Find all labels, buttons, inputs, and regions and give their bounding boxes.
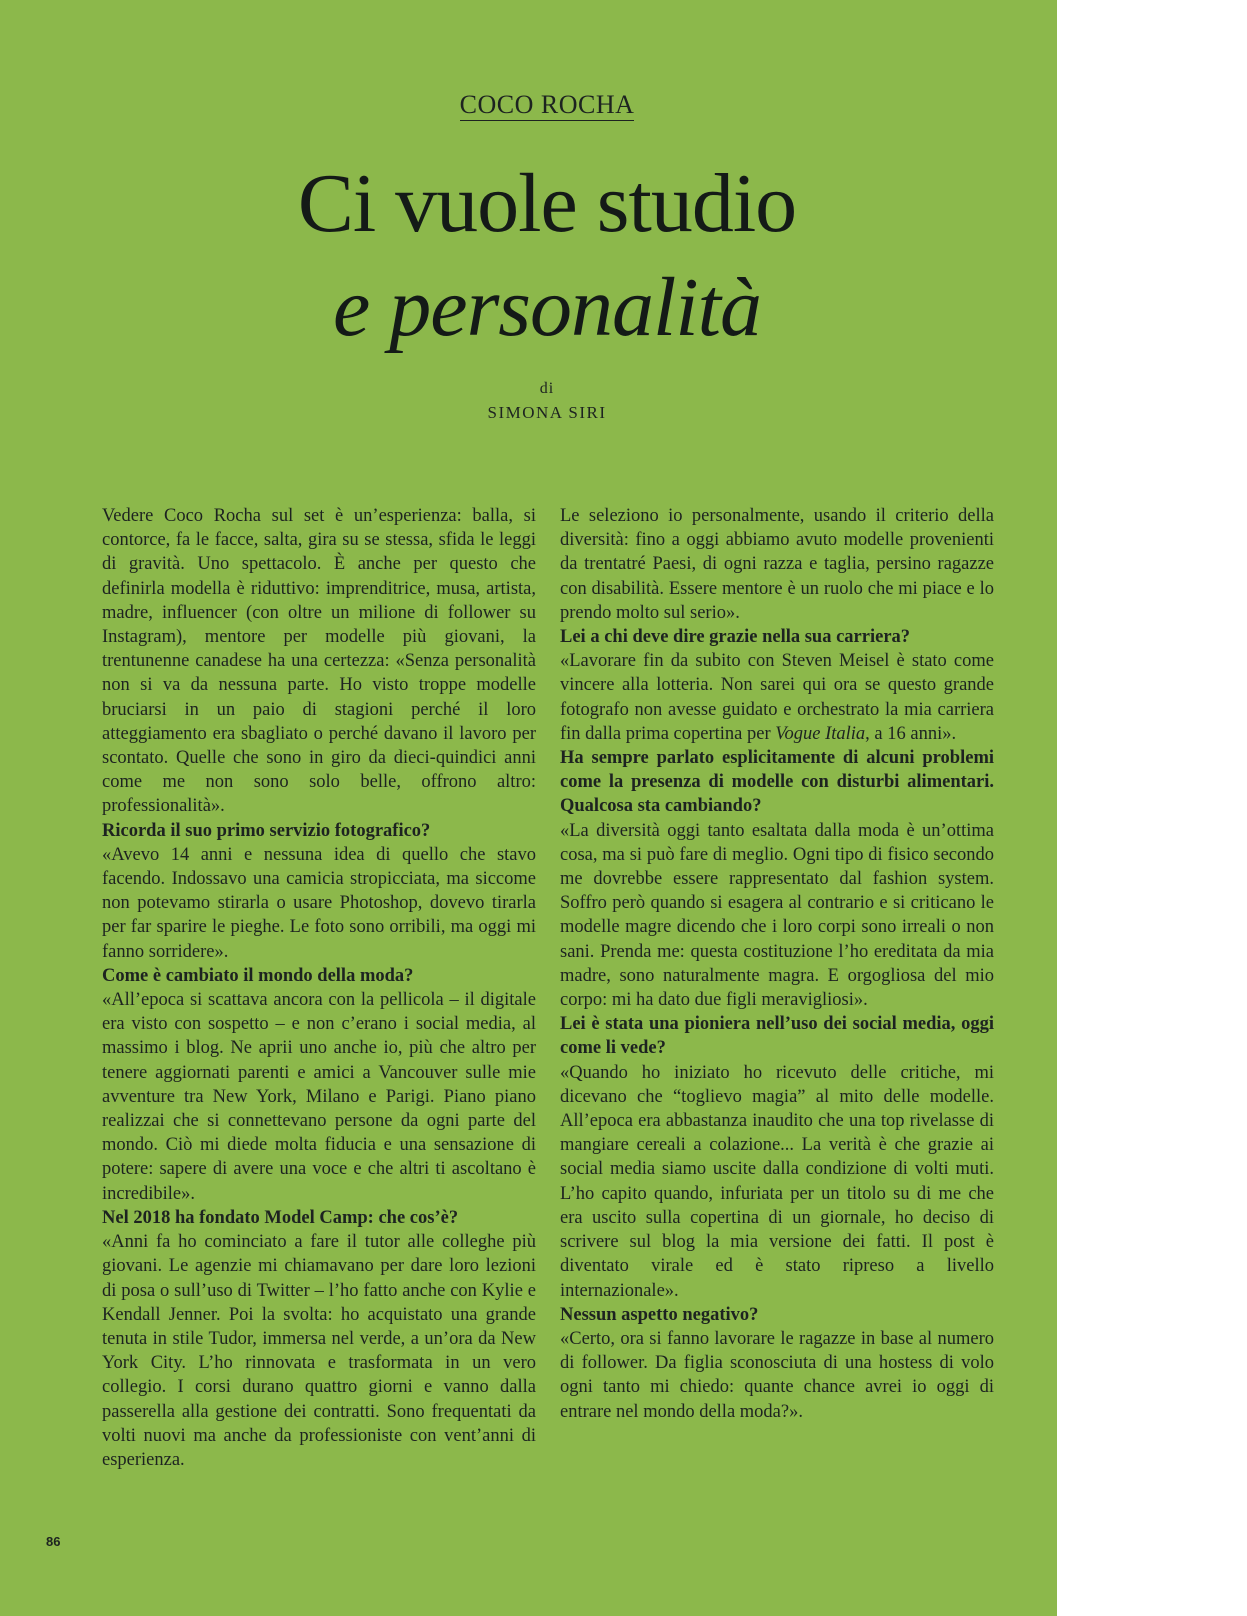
interview-question: Lei è stata una pioniera nell’uso dei social media, oggi come li vede?	[560, 1014, 994, 1059]
kicker-text: COCO ROCHA	[459, 90, 635, 119]
byline-author: SIMONA SIRI	[487, 403, 607, 422]
body-text: , a 16 anni».	[865, 723, 957, 744]
interview-question: Lei a chi deve dire grazie nella sua carriera?	[560, 627, 911, 648]
body-paragraph: «Anni fa ho cominciato a fare il tutor alle colleghe più giovani. Le agenzie mi chiamavano per dare loro lezioni di posa o sull’uso di Twitter – l’ho fatto anche con Kylie e Kendall Jenner. Poi la svolta: ho acquistato una grande tenuta in stile Tudor, immersa nel verde, a un’ora da New York City. L’ho rinnovata e trasformata in un vero collegio. I corsi durano quattro giorni e vanno dalla passerella alla gestione dei contratti. Sono frequentati da volti nuovi ma anche da professioniste con vent’anni di esperienza.	[102, 1232, 536, 1470]
body-paragraph	[560, 649, 994, 746]
headline-line-1: Ci vuole studio	[297, 157, 797, 250]
article-column-right	[560, 504, 994, 1424]
page-number: 86	[46, 1534, 61, 1549]
body-paragraph: «Quando ho iniziato ho ricevuto delle critiche, mi dicevano che “toglievo magia” al mito delle modelle. All’epoca era abbastanza inaudito che una top rivelasse di mangiare cereali a colazione... La verità è che grazie ai social media siamo uscite dalla condizione di volti muti. L’ho capito quando, infuriata per un titolo su di me che era uscito sulla copertina di un giornale, ho deciso di scrivere sul blog la mia versione dei fatti. Il post è diventato virale ed è stato ripreso a livello internazionale».	[560, 1062, 994, 1301]
body-text: «Lavorare fin da subito con Steven Meisel è stato come vincere alla lotteria. Non sarei qui ora se questo grande fotografo non avesse guidato e orchestrato la mia carriera fin dalla prima copertina per	[560, 651, 994, 744]
interview-question: Ha sempre parlato esplicitamente di alcuni problemi come la presenza di modelle con disturbi alimentari. Qualcosa sta cambiando?	[560, 748, 994, 817]
byline-label: di	[539, 380, 555, 397]
body-paragraph: «Avevo 14 anni e nessuna idea di quello che stavo facendo. Indossavo una camicia stropicciata, ma siccome non potevamo stirarla o usare Photoshop, dovevo tirarla per far sparire le pieghe. Le foto sono orribili, ma oggi mi fanno sorridere».	[102, 844, 536, 962]
section-kicker	[0, 90, 1057, 120]
body-paragraph: Le seleziono io personalmente, usando il criterio della diversità: fino a oggi abbiamo avuto modelle provenienti da trentatré Paesi, di ogni razza e taglia, persino ragazze con disabilità. Essere mentore è un ruolo che mi piace e lo prendo molto sul serio».	[560, 506, 994, 623]
body-paragraph: Vedere Coco Rocha sul set è un’esperienza: balla, si contorce, fa le facce, salta, gira su se stessa, sfida le leggi di gravità. Uno spettacolo. È anche per questo che definirla modella è riduttivo: imprenditrice, musa, artista, madre, influencer (con oltre un milione di follower su Instagram), mentore per modelle più giovani, la trentunenne canadese ha una certezza: «Senza personalità non si va da nessuna parte. Ho visto troppe modelle bruciarsi in un paio di stagioni perché il loro atteggiamento era sbagliato o perché davano il lavoro per scontato. Quelle che sono in giro da dieci-quindici anni come me non sono solo belle, offrono altro: professionalità».	[102, 506, 536, 817]
body-paragraph: «All’epoca si scattava ancora con la pellicola – il digitale era visto con sospetto – e non c’erano i social media, al massimo i blog. Ne aprii uno anche io, più che altro per tenere aggiornati parenti e amici a Vancouver sulle mie avventure tra New York, Milano e Parigi. Piano piano realizzai che si connettevano persone da ogni parte del mondo. Ciò mi diede molta fiducia e una sensazione di potere: sapere di avere una voce e che altri ti ascoltano è incredibile».	[102, 990, 536, 1204]
interview-question: Come è cambiato il mondo della moda?	[102, 965, 414, 986]
interview-question: Nel 2018 ha fondato Model Camp: che cos’è?	[102, 1207, 459, 1228]
article-column-left	[102, 504, 536, 1472]
interview-question: Ricorda il suo primo servizio fotografico?	[102, 820, 431, 841]
publication-title: Vogue Italia	[775, 723, 866, 744]
interview-question: Nessun aspetto negativo?	[560, 1304, 759, 1325]
body-paragraph: «Certo, ora si fanno lavorare le ragazze in base al numero di follower. Da figlia sconosciuta di una hostess di volo ogni tanto mi chiedo: quante chance avrei io oggi di entrare nel mondo della moda?».	[560, 1328, 994, 1422]
body-paragraph: «La diversità oggi tanto esaltata dalla moda è un’ottima cosa, ma si può fare di meglio. Ogni tipo di fisico secondo me dovrebbe essere rappresentato dal fashion system. Soffro però quando si esagera al contrario e si criticano le modelle magre dicendo che i loro corpi sono irreali o non sani. Prenda me: questa costituzione l’ho ereditata da mia madre, sono naturalmente magra. E orgogliosa del mio corpo: mi ha dato due figli meravigliosi».	[560, 820, 994, 1011]
headline-line-2: e personalità	[333, 261, 761, 354]
